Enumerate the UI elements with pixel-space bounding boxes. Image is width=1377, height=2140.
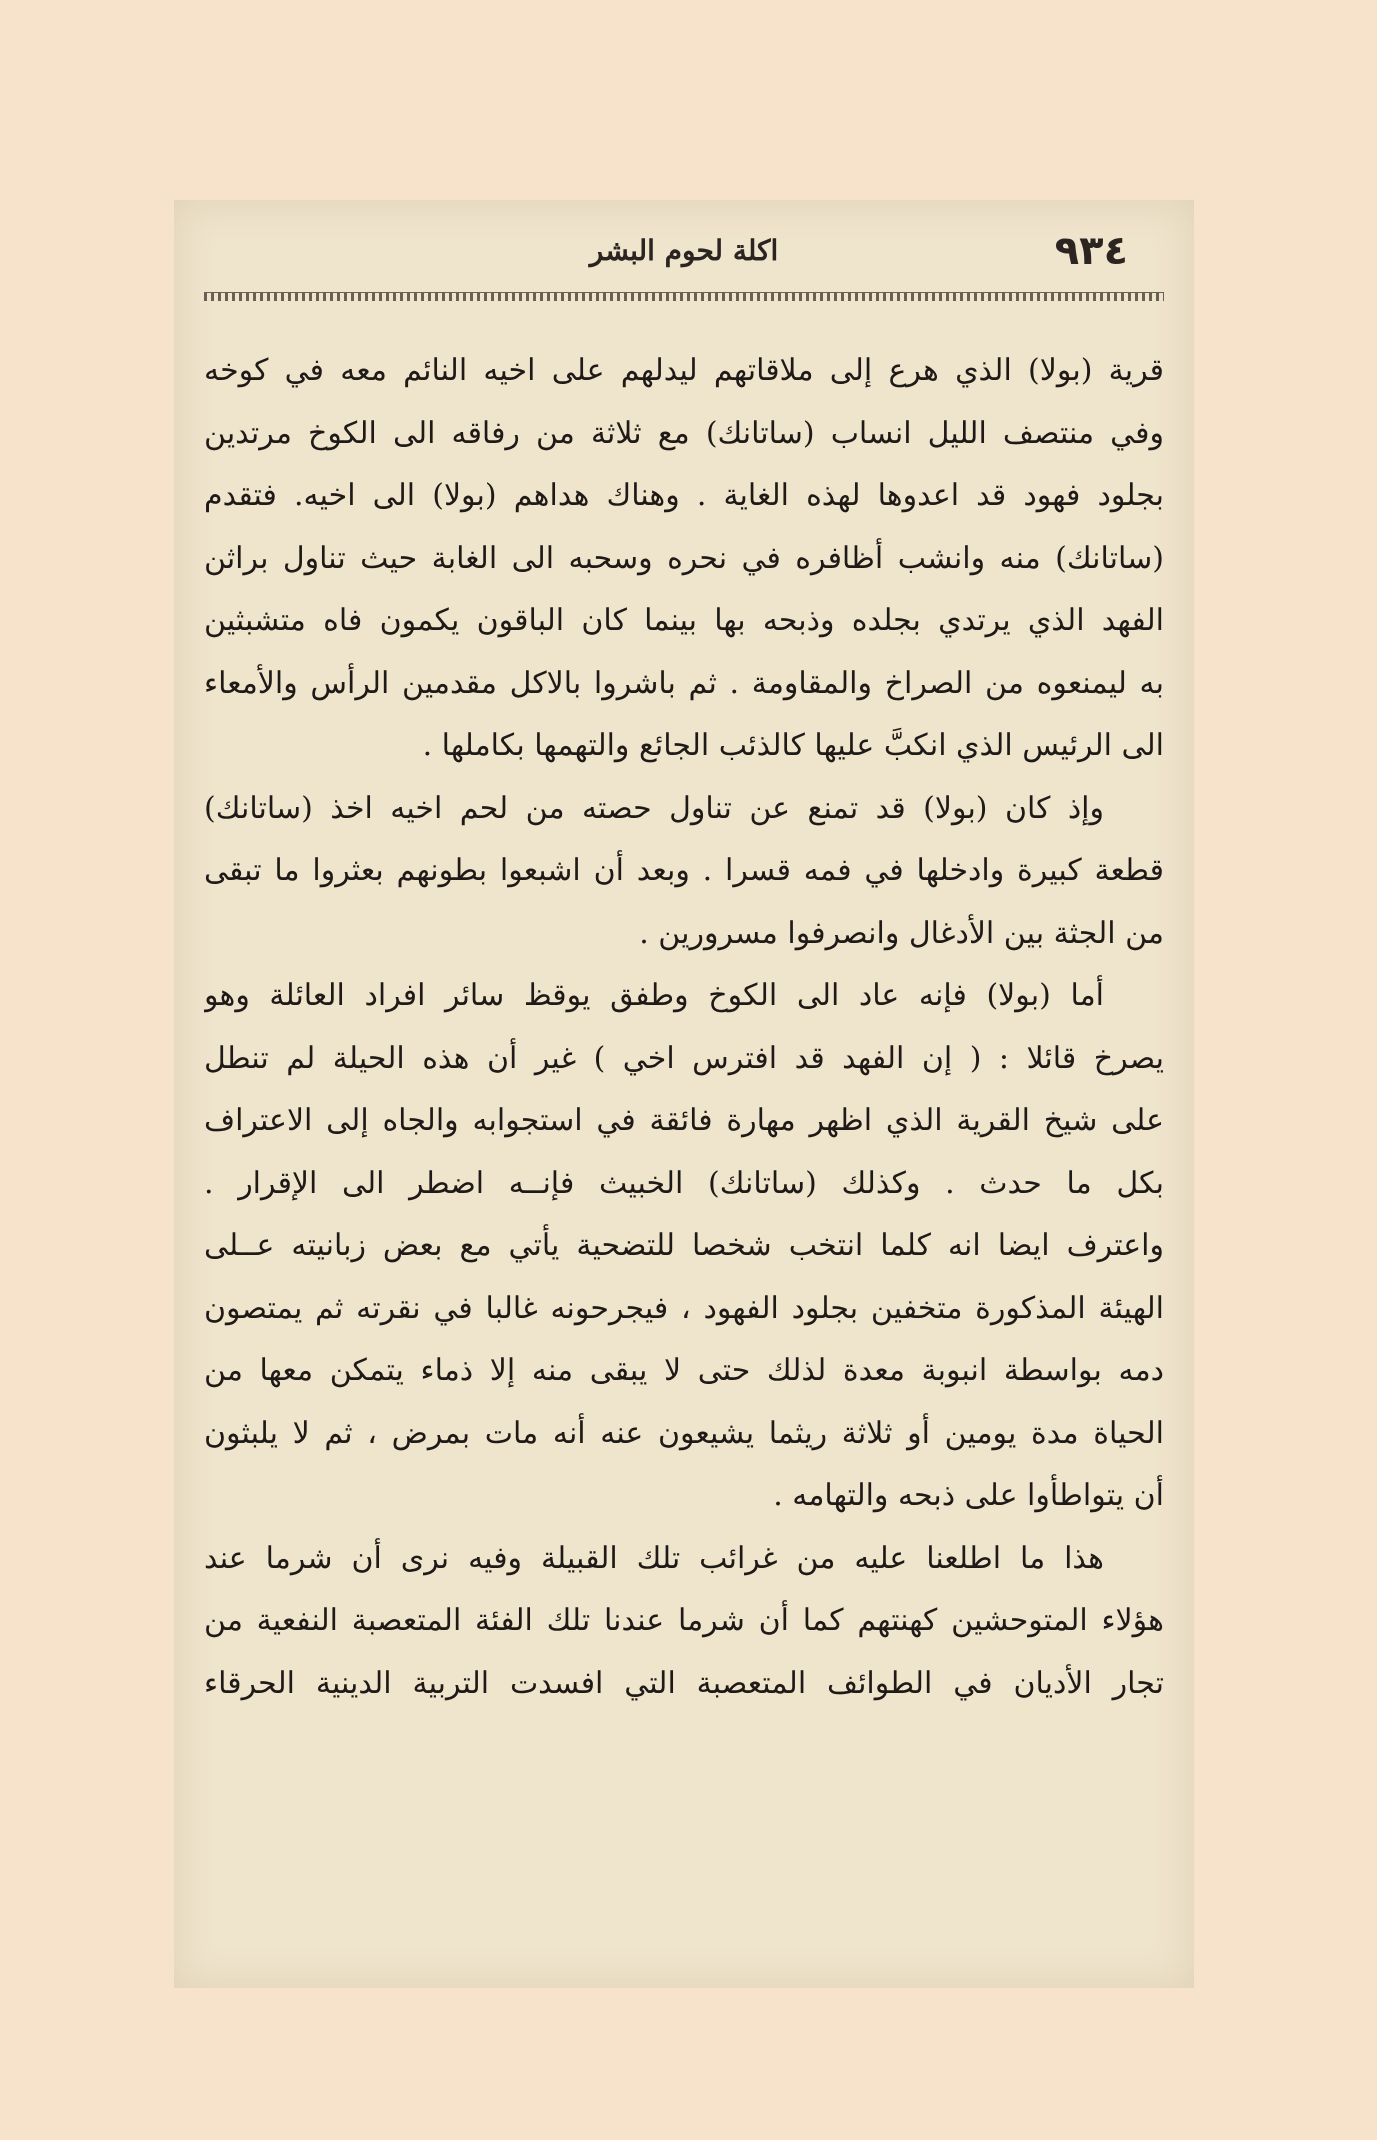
text-line: يصرخ قائلا : ( إن الفهد قد افترس اخي ) غير أن هذه الحيلة لم تنطل bbox=[204, 1040, 1164, 1076]
text-line: تجار الأديان في الطوائف المتعصبة التي افسدت التربية الدينية الحرقاء bbox=[204, 1665, 1164, 1701]
text-line: بكل ما حدث . وكذلك (ساتانك) الخبيث فإنــه اضطر الى الإقرار . bbox=[204, 1165, 1164, 1201]
text-line: أما (بولا) فإنه عاد الى الكوخ وطفق يوقظ سائر افراد العائلة وهو bbox=[204, 978, 1104, 1013]
book-page bbox=[174, 200, 1194, 1988]
running-title: اكلة لحوم البشر bbox=[589, 234, 779, 267]
page-header bbox=[200, 228, 1168, 288]
header-rule bbox=[204, 292, 1164, 301]
text-line: الى الرئيس الذي انكبَّ عليها كالذئب الجائع والتهمها بكاملها . bbox=[422, 728, 1164, 763]
text-line: هذا ما اطلعنا عليه من غرائب تلك القبيلة وفيه نرى أن شرما عند bbox=[204, 1540, 1104, 1576]
body-text bbox=[204, 340, 1164, 1715]
text-line: (ساتانك) منه وانشب أظافره في نحره وسحبه الى الغابة حيث تناول براثن bbox=[204, 540, 1164, 576]
text-line: الهيئة المذكورة متخفين بجلود الفهود ، فيجرحونه غالبا في نقرته ثم يمتصون bbox=[204, 1290, 1164, 1326]
text-line: الفهد الذي يرتدي بجلده وذبحه بها بينما كان الباقون يكمون فاه متشبثين bbox=[204, 603, 1164, 638]
text-line: الحياة مدة يومين أو ثلاثة ريثما يشيعون عنه أنه مات بمرض ، ثم لا يلبثون bbox=[204, 1415, 1164, 1451]
text-line: بجلود فهود قد اعدوها لهذه الغاية . وهناك هداهم (بولا) الى اخيه. فتقدم bbox=[204, 478, 1164, 513]
text-line: دمه بواسطة انبوبة معدة لذلك حتى لا يبقى منه إلا ذماء يتمكن معها من bbox=[204, 1353, 1164, 1388]
text-line: هؤلاء المتوحشين كهنتهم كما أن شرما عندنا تلك الفئة المتعصبة النفعية من bbox=[204, 1603, 1164, 1638]
text-line: قرية (بولا) الذي هرع إلى ملاقاتهم ليدلهم على اخيه النائم معه في كوخه bbox=[204, 353, 1164, 388]
text-line: وإذ كان (بولا) قد تمنع عن تناول حصته من لحم اخيه اخذ (ساتانك) bbox=[204, 790, 1104, 826]
text-line: به ليمنعوه من الصراخ والمقاومة . ثم باشروا بالاكل مقدمين الرأس والأمعاء bbox=[204, 665, 1164, 701]
text-line: أن يتواطأوا على ذبحه والتهامه . bbox=[773, 1478, 1164, 1513]
text-line: وفي منتصف الليل انساب (ساتانك) مع ثلاثة من رفاقه الى الكوخ مرتدين bbox=[204, 415, 1164, 451]
text-line: قطعة كبيرة وادخلها في فمه قسرا . وبعد أن اشبعوا بطونهم بعثروا ما تبقى bbox=[204, 853, 1164, 888]
text-line: على شيخ القرية الذي اظهر مهارة فائقة في استجوابه والجاه إلى الاعتراف bbox=[204, 1103, 1164, 1138]
text-line: من الجثة بين الأدغال وانصرفوا مسرورين . bbox=[639, 915, 1164, 951]
page-number: ٩٣٤ bbox=[1054, 228, 1128, 274]
text-line: واعترف ايضا انه كلما انتخب شخصا للتضحية يأتي مع بعض زبانيته عــلى bbox=[204, 1228, 1164, 1263]
